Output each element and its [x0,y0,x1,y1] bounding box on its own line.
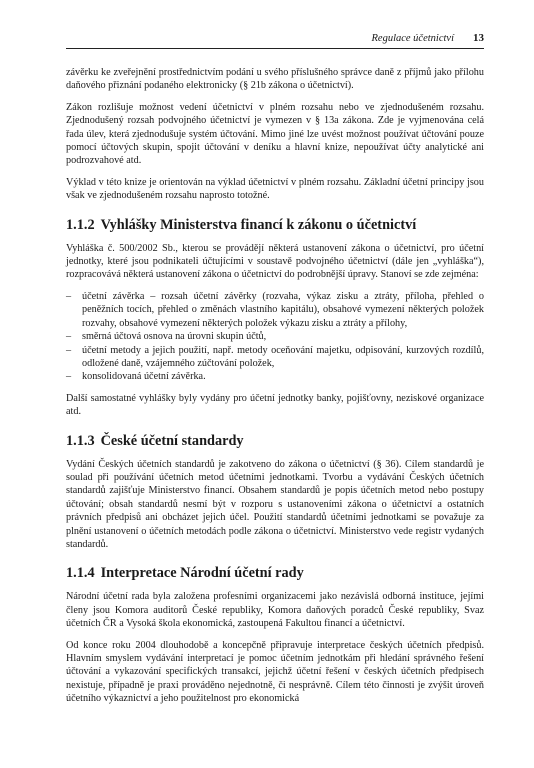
bullet-list [66,290,484,384]
section-title: Interpretace Národní účetní rady [100,565,304,582]
section-number: 1.1.3 [66,432,95,449]
section-title: Vyhlášky Ministerstva financí k zákonu o účetnictví [100,216,417,233]
page-content [66,66,484,714]
section-number: 1.1.2 [66,216,95,233]
paragraph: Vydání Českých účetních standardů je zakotveno do zákona o účetnictví (§ 36). Cílem standardů je soulad při používání účetních metod účetními jednotkami. Tvorbu a vydávání Českých účetních standardů zajišťuje Ministerstvo financí. Obsahem standardů je popis účetních metod nebo postupy účtování; obsah standardů nesmí být v rozporu s ustanoveními zákona o účetnictví a ostatních právních předpisů ani obcházet jejich účel. Použití standardů účetními jednotkami se považuje za plnění ustanovení o účetních metodách podle zákona o účetnictví. Ministerstvo vede registr vydaných standardů. [66,458,484,550]
page-number: 13 [473,32,484,44]
section-heading-1-1-4 [66,565,484,582]
list-item: – konsolidovaná účetní závěrka. [66,370,484,383]
section-heading-1-1-2 [66,217,484,234]
paragraph: Vyhláška č. 500/2002 Sb., kterou se provádějí některá ustanovení zákona o účetnictví, pro účetní jednotky, které jsou podnikateli účtujícími v soustavě podvojného účetnictví (dále jen „vyhláška“), rozpracovává některá ustanovení zákona o účetnictví do podrobnější úpravy. Stanoví se zde zejména: [66,242,484,281]
list-item: – směrná účtová osnova na úrovni skupin účtů, [66,330,484,343]
paragraph: Zákon rozlišuje možnost vedení účetnictví v plném rozsahu nebo ve zjednodušeném rozsahu. Zjednodušený rozsah podvojného účetnictví je vymezen v § 13a zákona. Zde je vyjmenována celá řada úlev, která zjednodušuje systém účtování. Mimo jiné lze uvést možnost používat účtování pouze pomocí účtových skupin, spojit účtování v deníku a hlavní knize, nepoužívat účty analytické ani podrozvahové atd. [66,101,484,167]
list-item: – účetní závěrka – rozsah účetní závěrky (rozvaha, výkaz zisku a ztráty, příloha, přehled o peněžních tocích, přehled o změnách vlastního kapitálu), obsahové vymezení některých položek rozvahy, obsahové vymezení některých položek výkazu zisku a ztráty a přílohy, [66,290,484,330]
paragraph: Další samostatné vyhlášky byly vydány pro účetní jednotky banky, pojišťovny, neziskové organizace atd. [66,392,484,418]
paragraph: Od konce roku 2004 dlouhodobě a koncepčně připravuje interpretace českých účetních předpisů. Hlavním smyslem vydávání interpretací je pomoc účetním jednotkám při hledání správného řešení účtování a vykazování specifických transakcí, jejichž účetní řešení v českých účetních předpisech nexistuje, případně je praxi prováděno nejednotně, či nesprávně. Cílem této činnosti je zvýšit úroveň účetního výkaznictví a jeho použitelnost pro ekonomická [66,639,484,705]
paragraph: Výklad v této knize je orientován na výklad účetnictví v plném rozsahu. Základní účetní principy jsou však ve zjednodušeném rozsahu naprosto totožné. [66,176,484,202]
paragraph: závěrku ke zveřejnění prostřednictvím podání u svého příslušného správce daně z příjmů jako přílohu daňového přiznání podaného elektronicky (§ 21b zákona o účetnictví). [66,67,484,92]
running-title: Regulace účetnictví [371,33,454,44]
section-number: 1.1.4 [66,565,95,582]
paragraph: Národní účetní rada byla založena profesními organizacemi jako nezávislá odborná instituce, jejími členy jsou Komora auditorů České republiky, Komora daňových poradců České republiky, Svaz účetních ČR a Vysoká škola ekonomická, zastoupená Fakultou financí a účetnictví. [66,591,484,630]
section-heading-1-1-3 [66,433,484,450]
running-header [66,32,484,49]
section-title: České účetní standardy [100,432,244,449]
list-item: – účetní metody a jejich použití, např. metody oceňování majetku, odpisování, kurzových rozdílů, odložené daně, vzájemného zúčtování položek, [66,344,484,371]
